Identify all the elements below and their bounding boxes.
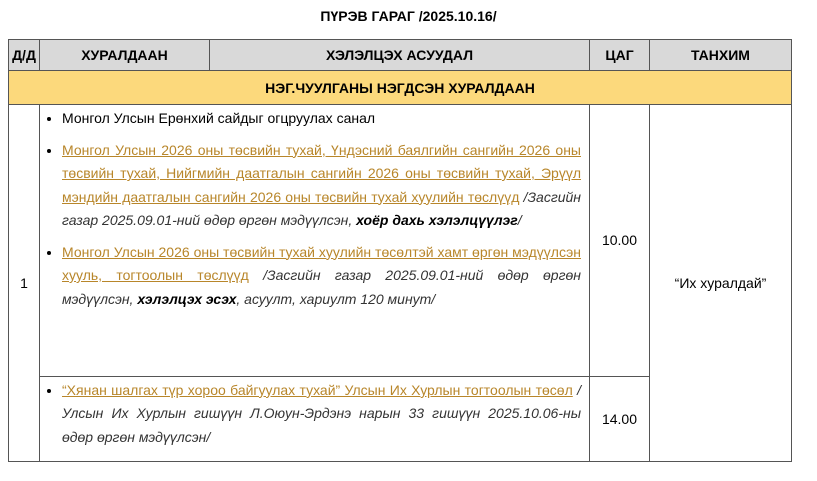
header-meeting: ХУРАЛДААН [40,40,210,71]
header-num: Д/Д [9,40,40,71]
list-item [62,139,581,233]
topic-tail: , асуулт, хариулт 120 минут/ [236,290,436,307]
budget-bill-link[interactable]: Монгол Улсын 2026 оны төсвийн тухай, Үндэсний баялгийн сангийн 2026 оны төсвийн тухай, Нийгмийн даатгалын сангийн 2026 оны төсвийн тухай, Эрүүл мэндийн даатгалын сангийн 2026 оны төсвийн тухай хуулийн төслүүд [62,141,581,205]
topic-list [40,105,589,311]
page-title: ПҮРЭВ ГАРАГ /2025.10.16/ [320,8,497,24]
header-time: ЦАГ [590,40,650,71]
agenda-table [8,39,792,462]
row-number: 1 [9,105,40,462]
committee-resolution-link[interactable]: “Хянан шалгах түр хороо байгуулах тухай” Улсын Их Хурлын тогтоолын төсөл [62,381,573,398]
list-item [62,379,581,450]
topics-cell [40,105,590,377]
topic-note: /Засгийн газар 2025.09.01-ний өдөр өргөн мэдүүлсэн, [62,188,582,228]
list-item [62,241,581,312]
header-row [9,40,792,71]
section-row [9,71,792,105]
topics-cell [40,376,590,461]
table-row [9,105,792,377]
topic-emphasis: хоёр дахь хэлэлцүүлэг [356,212,518,228]
topic-note: /Засгийн газар 2025.09.01-ний өдөр өргөн мэдүүлсэн, [62,267,581,307]
topic-emphasis: хэлэлцэх эсэх [137,290,237,307]
list-item [62,107,581,131]
header-room: ТАНХИМ [650,40,792,71]
time-cell-morning: 10.00 [590,105,650,377]
header-topic: ХЭЛЭЛЦЭХ АСУУДАЛ [210,40,590,71]
section-title: НЭГ.ЧУУЛГАНЫ НЭГДСЭН ХУРАЛДААН [9,71,792,105]
topic-text: Монгол Улсын Ерөнхий сайдыг огцруулах санал [62,110,376,126]
time-cell-afternoon: 14.00 [590,376,650,461]
topic-note: /Улсын Их Хурлын гишүүн Л.Оюун-Эрдэнэ нарын 33 гишүүн 2025.10.06-ны өдөр өргөн мэдүүлсэн/ [62,381,581,445]
topic-list [40,377,589,450]
room-cell: “Их хуралдай” [650,105,792,462]
topic-tail: / [517,212,522,228]
related-bills-link[interactable]: Монгол Улсын 2026 оны төсвийн тухай хуулийн төсөлтэй хамт өргөн мэдүүлсэн хууль, тогтоолын төслүүд [62,243,581,283]
